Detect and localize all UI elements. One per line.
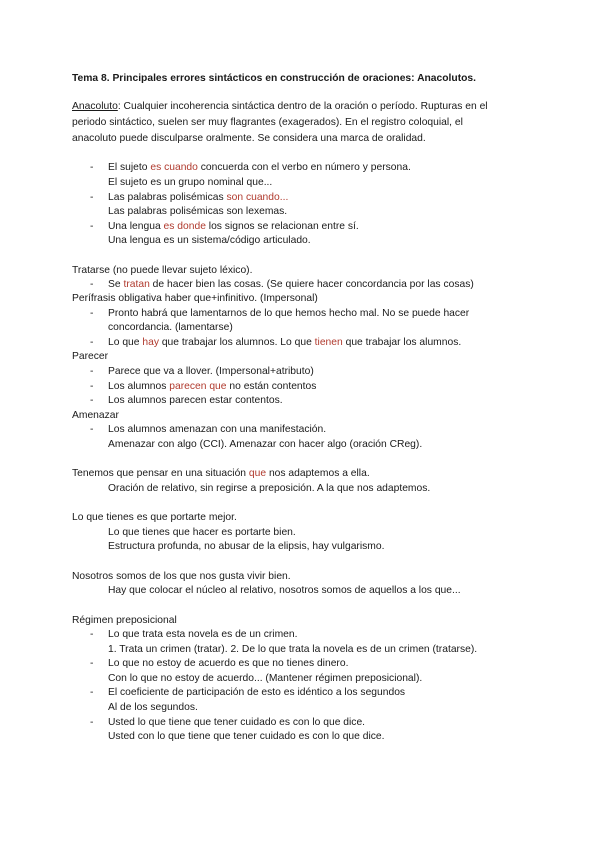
list-item-note: Al de los segundos. — [108, 702, 198, 713]
list-item: Lo que hay que trabajar los alumnos. Lo que tienen que trabajar los alumnos. — [108, 337, 462, 348]
bullet-marker: - — [90, 424, 94, 435]
paragraph-relativo-line-2: Oración de relativo, sin regirse a preposición. A la que nos adaptemos. — [108, 483, 431, 494]
list-item: Se tratan de hacer bien las cosas. (Se quiere hacer concordancia por las cosas) — [108, 279, 474, 290]
definition-line-3: anacoluto puede disculparse oralmente. Se considera una marca de oralidad. — [72, 133, 426, 144]
paragraph-portarte-line-3: Estructura profunda, no abusar de la elipsis, hay vulgarismo. — [108, 541, 385, 552]
list-item-note: 1. Trata un crimen (tratar). 2. De lo que trata la novela es de un crimen (tratarse). — [108, 644, 478, 655]
list-item-note: Usted con lo que tiene que tener cuidado es con lo que dice. — [108, 731, 385, 742]
list-item: El coeficiente de participación de esto es idéntico a los segundos — [108, 687, 406, 698]
bullet-marker: - — [90, 337, 94, 348]
bullet-marker: - — [90, 279, 94, 290]
definition-line-1: Anacoluto: Cualquier incoherencia sintáctica dentro de la oración o período. Rupturas en el — [72, 101, 488, 112]
list-item: Los alumnos parecen que no están contentos — [108, 381, 317, 392]
list-item: Las palabras polisémicas son cuando... — [108, 192, 289, 203]
bullet-marker: - — [90, 687, 94, 698]
list-item: Pronto habrá que lamentarnos de lo que hemos hecho mal. No se puede hacer — [108, 308, 470, 319]
paragraph-nosotros-line-1: Nosotros somos de los que nos gusta vivir bien. — [72, 571, 291, 582]
section-heading-regimen: Régimen preposicional — [72, 615, 177, 626]
list-item-note: Con lo que no estoy de acuerdo... (Mantener régimen preposicional). — [108, 673, 423, 684]
definition-term: Anacoluto — [72, 101, 118, 112]
list-item-note: Una lengua es un sistema/código articulado. — [108, 235, 311, 246]
bullet-marker: - — [90, 658, 94, 669]
section-heading-perifrasis: Perífrasis obligativa haber que+infinitivo. (Impersonal) — [72, 293, 318, 304]
section-heading-tratarse: Tratarse (no puede llevar sujeto léxico). — [72, 265, 253, 276]
paragraph-relativo-line-1: Tenemos que pensar en una situación que nos adaptemos a ella. — [72, 468, 370, 479]
list-item-note: Amenazar con algo (CCI). Amenazar con hacer algo (oración CReg). — [108, 439, 423, 450]
list-item: Una lengua es donde los signos se relacionan entre sí. — [108, 221, 359, 232]
bullet-marker: - — [90, 366, 94, 377]
list-item: Los alumnos parecen estar contentos. — [108, 395, 283, 406]
paragraph-portarte-line-2: Lo que tienes que hacer es portarte bien. — [108, 527, 296, 538]
bullet-marker: - — [90, 629, 94, 640]
list-item: El sujeto es cuando concuerda con el verbo en número y persona. — [108, 162, 411, 173]
section-heading-amenazar: Amenazar — [72, 410, 119, 421]
definition-line-2: periodo sintáctico, suelen ser muy flagrantes (exagerados). En el registro coloquial, el — [72, 117, 463, 128]
list-item: Lo que no estoy de acuerdo es que no tienes dinero. — [108, 658, 349, 669]
bullet-marker: - — [90, 395, 94, 406]
document-title: Tema 8. Principales errores sintácticos en construcción de oraciones: Anacolutos. — [72, 73, 476, 84]
list-item-continuation: concordancia. (lamentarse) — [108, 322, 233, 333]
bullet-marker: - — [90, 192, 94, 203]
list-item: Los alumnos amenazan con una manifestación. — [108, 424, 327, 435]
list-item: Parece que va a llover. (Impersonal+atributo) — [108, 366, 314, 377]
section-heading-parecer: Parecer — [72, 351, 109, 362]
bullet-marker: - — [90, 221, 94, 232]
bullet-marker: - — [90, 162, 94, 173]
bullet-marker: - — [90, 717, 94, 728]
list-item-note: Las palabras polisémicas son lexemas. — [108, 206, 288, 217]
list-item: Lo que trata esta novela es de un crimen. — [108, 629, 298, 640]
list-item-note: El sujeto es un grupo nominal que... — [108, 177, 273, 188]
paragraph-portarte-line-1: Lo que tienes es que portarte mejor. — [72, 512, 237, 523]
bullet-marker: - — [90, 308, 94, 319]
paragraph-nosotros-line-2: Hay que colocar el núcleo al relativo, nosotros somos de aquellos a los que... — [108, 585, 461, 596]
bullet-marker: - — [90, 381, 94, 392]
list-item: Usted lo que tiene que tener cuidado es con lo que dice. — [108, 717, 366, 728]
